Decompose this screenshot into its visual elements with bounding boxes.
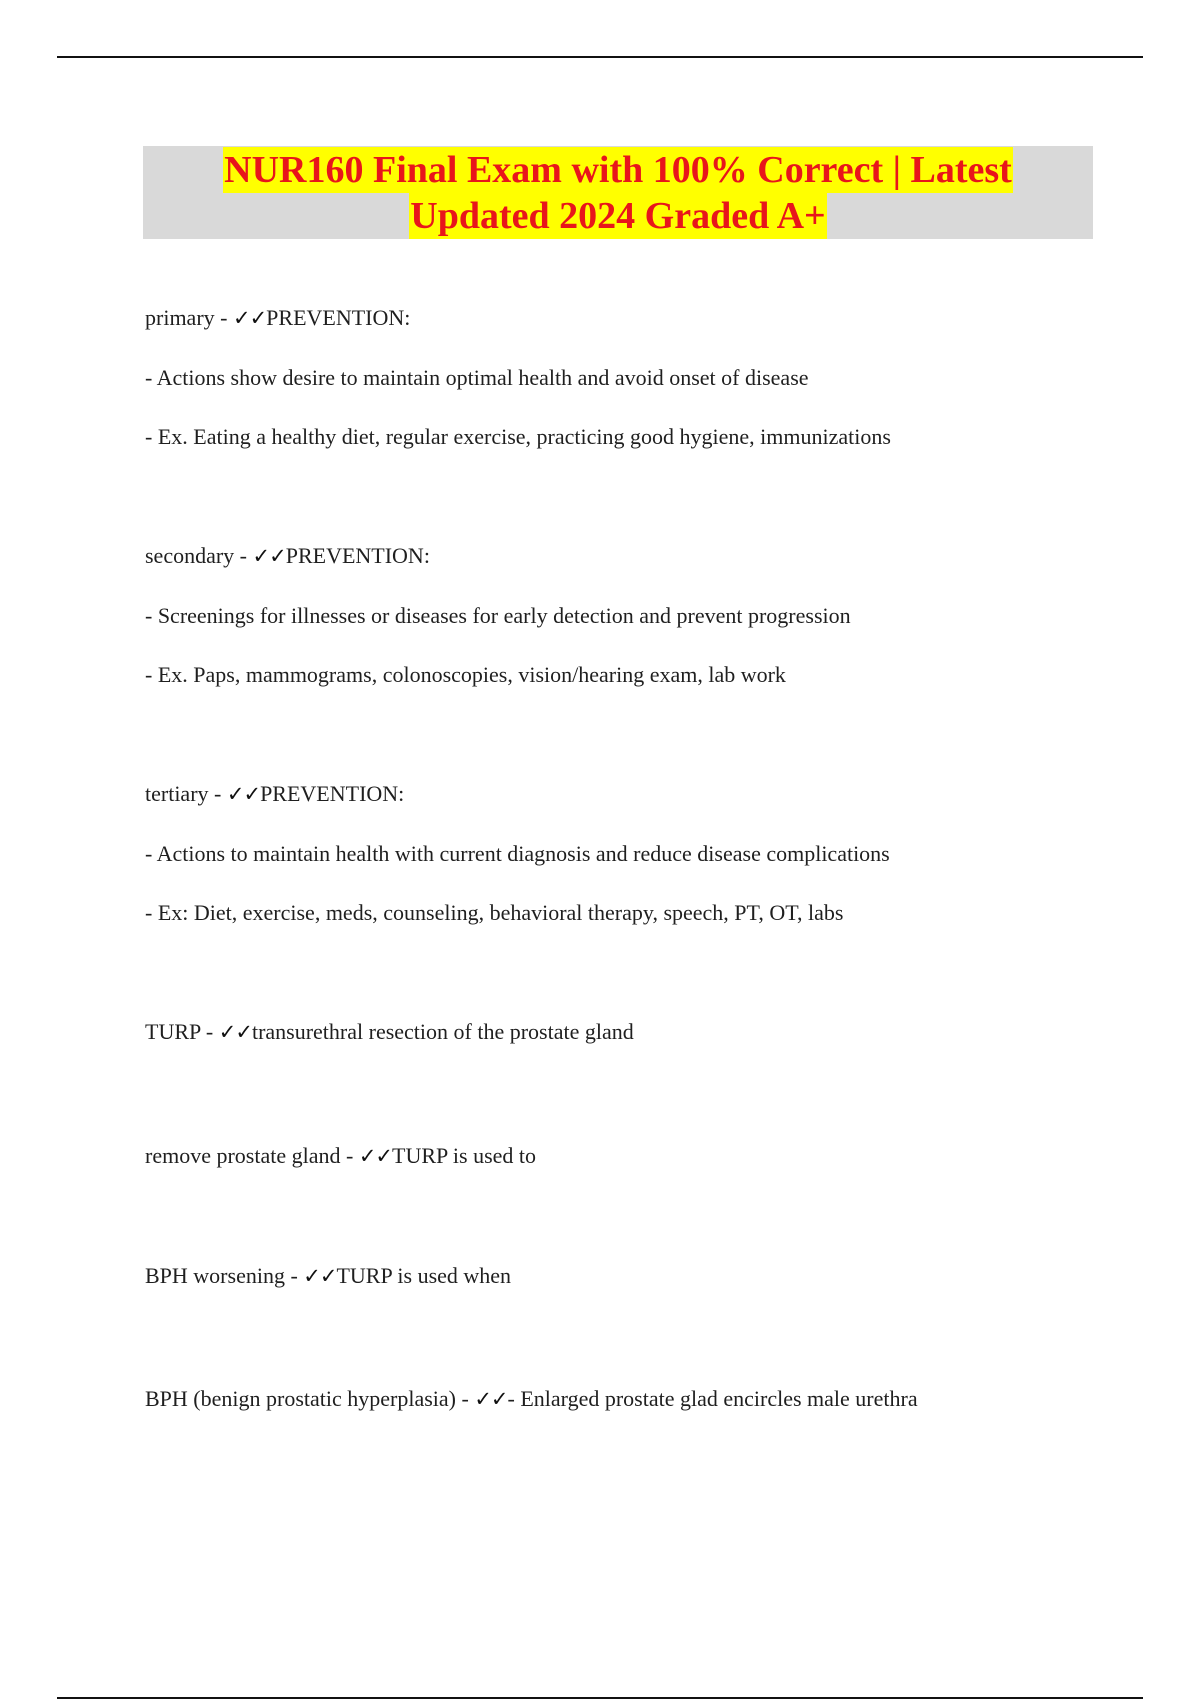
entry-answer: TURP is used when — [336, 1263, 512, 1288]
entry-secondary-heading — [145, 542, 430, 570]
entry-term: tertiary - — [145, 781, 227, 806]
entry-answer: - Enlarged prostate glad encircles male urethra — [507, 1386, 918, 1411]
entry-bph-worsening — [145, 1262, 511, 1290]
footer-rule — [57, 1697, 1143, 1699]
entry-answer: TURP is used to — [392, 1143, 537, 1168]
entry-term: TURP - — [145, 1019, 219, 1044]
double-check-icon: ✓✓ — [218, 1020, 252, 1044]
entry-term: primary - — [145, 305, 233, 330]
entry-answer: PREVENTION: — [285, 543, 430, 568]
entry-primary-detail: - Ex. Eating a healthy diet, regular exercise, practicing good hygiene, immunizations — [145, 424, 891, 449]
double-check-icon: ✓✓ — [358, 1144, 393, 1168]
header-rule — [57, 56, 1143, 58]
title-line-1: NUR160 Final Exam with 100% Correct | Latest — [224, 148, 1012, 191]
entry-secondary-detail: - Screenings for illnesses or diseases for early detection and prevent progression — [145, 603, 851, 628]
title-line-2: Updated 2024 Graded A+ — [410, 194, 826, 237]
entry-term: BPH (benign prostatic hyperplasia) - — [145, 1386, 475, 1411]
title-banner — [143, 146, 1093, 239]
entry-answer: PREVENTION: — [260, 781, 405, 806]
entry-remove-prostate — [145, 1142, 536, 1170]
entry-term: BPH worsening - — [145, 1263, 304, 1288]
double-check-icon: ✓✓ — [474, 1387, 508, 1411]
entry-term: remove prostate gland - — [145, 1143, 359, 1168]
entry-answer: PREVENTION: — [266, 305, 411, 330]
double-check-icon: ✓✓ — [303, 1264, 337, 1288]
entry-primary-heading — [145, 304, 410, 332]
entry-secondary-detail: - Ex. Paps, mammograms, colonoscopies, vision/hearing exam, lab work — [145, 662, 786, 687]
entry-tertiary-detail: - Actions to maintain health with current diagnosis and reduce disease complications — [145, 841, 890, 866]
double-check-icon: ✓✓ — [226, 782, 261, 806]
double-check-icon: ✓✓ — [232, 306, 267, 330]
entry-bph-definition — [145, 1385, 918, 1413]
entry-turp — [145, 1018, 634, 1046]
entry-tertiary-detail: - Ex: Diet, exercise, meds, counseling, behavioral therapy, speech, PT, OT, labs — [145, 900, 844, 925]
entry-primary-detail: - Actions show desire to maintain optimal health and avoid onset of disease — [145, 365, 809, 390]
entry-answer: transurethral resection of the prostate gland — [251, 1019, 634, 1044]
double-check-icon: ✓✓ — [252, 544, 286, 568]
entry-term: secondary - — [145, 543, 253, 568]
entry-tertiary-heading — [145, 780, 404, 808]
